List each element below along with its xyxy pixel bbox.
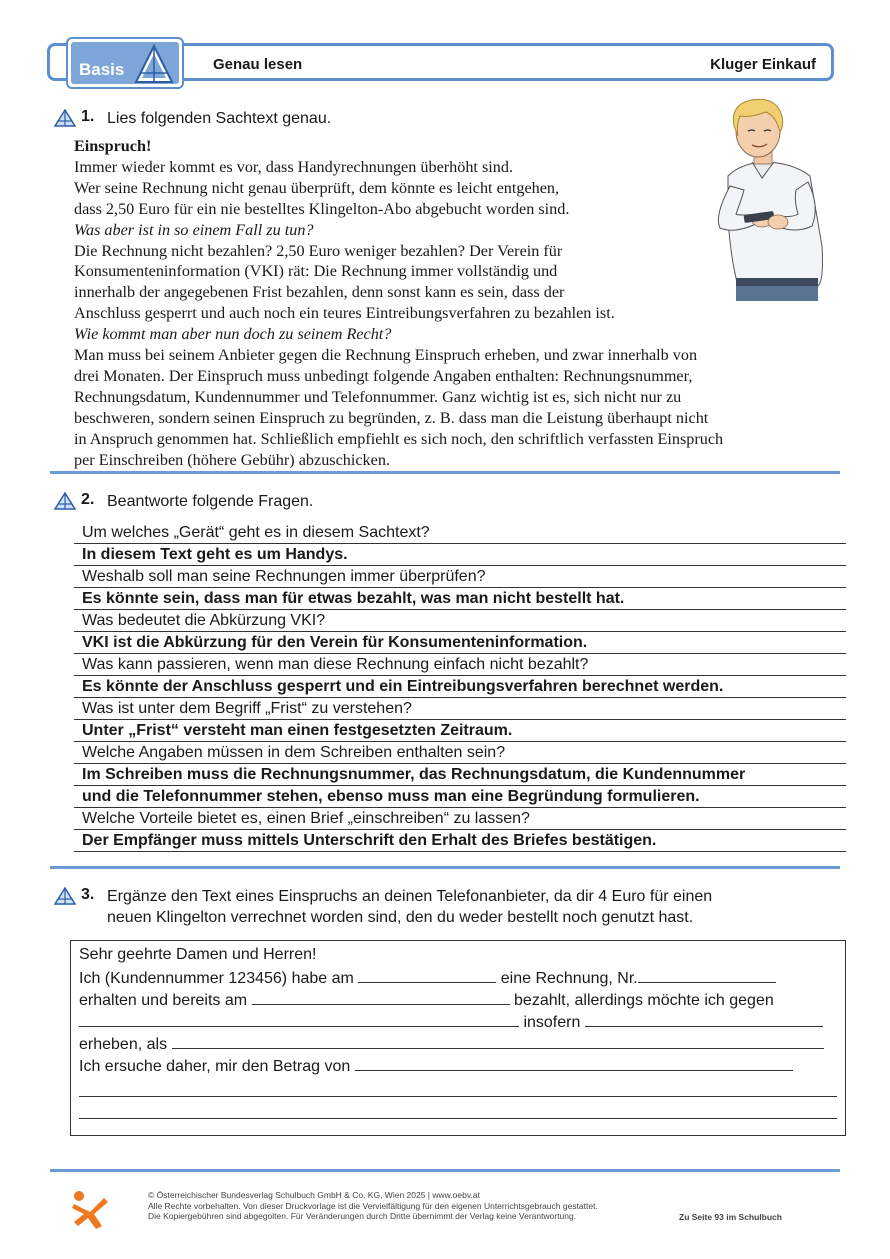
page-reference: Zu Seite 93 im Schulbuch — [679, 1212, 782, 1222]
basis-level-icon — [54, 492, 76, 510]
letter-line-4 — [79, 1011, 823, 1033]
question-line: Was kann passieren, wenn man diese Rechnung einfach nicht bezahlt? — [74, 654, 846, 676]
letter-line-6 — [79, 1055, 793, 1077]
payment-date-blank[interactable] — [252, 989, 510, 1005]
article-line: Man muss bei seinem Anbieter gegen die Rechnung Einspruch erheben, und zwar innerhalb von — [74, 346, 698, 365]
article-line: Wer seine Rechnung nicht genau überprüft, dem könnte es leicht entgehen, — [74, 178, 560, 197]
basis-level-icon — [54, 887, 76, 905]
question-line: Weshalb soll man seine Rechnungen immer überprüfen? — [74, 566, 846, 588]
task-number: 2. — [81, 491, 95, 508]
letter-line-2 — [79, 967, 776, 989]
answer-line[interactable]: VKI ist die Abkürzung für den Verein für Konsumenteninformation. — [74, 632, 846, 654]
question-answer-list — [74, 522, 846, 852]
article-line: Was aber ist in so einem Fall zu tun? — [74, 220, 314, 239]
answer-line[interactable]: Es könnte der Anschluss gesperrt und ein Eintreibungsverfahren berechnet werden. — [74, 676, 846, 698]
question-line: Welche Vorteile bietet es, einen Brief „einschreiben“ zu lassen? — [74, 808, 846, 830]
article-line: per Einschreiben (höhere Gebühr) abzuschicken. — [74, 450, 390, 469]
article-line: drei Monaten. Der Einspruch muss unbedingt folgende Angaben enthalten: Rechnungsnummer, — [74, 366, 693, 385]
task-instruction-line-2: neuen Klingelton verrechnet worden sind, den du weder bestellt noch genutzt hast. — [107, 909, 694, 926]
article-line: Rechnungsdatum, Kundennummer und Telefonnummer. Ganz wichtig ist es, sich nicht nur zu — [74, 387, 682, 406]
answer-line[interactable]: Der Empfänger muss mittels Unterschrift den Erhalt des Briefes bestätigen. — [74, 830, 846, 852]
date-blank[interactable] — [358, 967, 496, 983]
question-line: Was ist unter dem Begriff „Frist“ zu verstehen? — [74, 698, 846, 720]
writing-line[interactable] — [79, 1118, 837, 1119]
letter-text: Ich ersuche daher, mir den Betrag von — [79, 1058, 351, 1075]
section-title: Genau lesen — [213, 56, 303, 73]
amount-blank[interactable] — [355, 1055, 793, 1071]
article-text — [74, 136, 814, 471]
extent-blank[interactable] — [585, 1011, 823, 1027]
letter-line-3 — [79, 989, 774, 1011]
article-line: Immer wieder kommt es vor, dass Handyrechnungen überhöht sind. — [74, 157, 514, 176]
basis-logo — [66, 37, 184, 89]
invoice-number-blank[interactable] — [638, 967, 776, 983]
task-instruction-line-1: Ergänze den Text eines Einspruchs an deinen Telefonanbieter, da dir 4 Euro für einen — [107, 888, 713, 905]
task-instruction: Lies folgenden Sachtext genau. — [107, 110, 332, 127]
section-divider — [50, 471, 840, 474]
task-number: 3. — [81, 886, 95, 903]
article-line: Anschluss gesperrt und auch noch ein teures Eintreibungsverfahren zu bezahlen ist. — [74, 304, 615, 323]
article-line: Konsumenteninformation (VKI) rät: Die Rechnung immer vollständig und — [74, 262, 558, 281]
footer-divider — [50, 1169, 840, 1172]
task-number: 1. — [81, 108, 95, 125]
task-3-heading — [54, 886, 712, 928]
answer-line[interactable]: Im Schreiben muss die Rechnungsnummer, das Rechnungsdatum, die Kundennummer — [74, 764, 846, 786]
article-line: beschweren, sondern seinen Einspruch zu begründen, z. B. dass man die Leistung überhaupt nicht — [74, 408, 709, 427]
answer-line[interactable]: und die Telefonnummer stehen, ebenso muss man eine Begründung formulieren. — [74, 786, 846, 808]
subject-blank[interactable] — [79, 1011, 519, 1027]
letter-line-5 — [79, 1033, 824, 1055]
letter-text: bezahlt, allerdings möchte ich gegen — [514, 992, 774, 1009]
fees-line: Die Kopiergebühren sind abgegolten. Für Veränderungen durch Dritte übernimmt der Verlag keine Verantwortung. — [148, 1211, 577, 1221]
task-1-heading — [54, 108, 331, 129]
letter-text: eine Rechnung, Nr. — [500, 970, 638, 987]
article-line: Wie kommt man aber nun doch zu seinem Recht? — [74, 325, 392, 344]
copyright-notice — [148, 1190, 598, 1222]
answer-line[interactable]: Unter „Frist“ versteht man einen festgesetzten Zeitraum. — [74, 720, 846, 742]
chapter-title: Kluger Einkauf — [710, 56, 816, 73]
task-2-heading — [54, 491, 313, 512]
copyright-line: © Österreichischer Bundesverlag Schulbuch GmbH & Co. KG, Wien 2025 | www.oebv.at — [148, 1190, 480, 1200]
reason-blank[interactable] — [172, 1033, 824, 1049]
article-line: in Anspruch genommen hat. Schließlich empfiehlt es sich noch, den schriftlich verfassten Einspruch — [74, 429, 724, 448]
letter-text: erheben, als — [79, 1036, 168, 1053]
basis-level-icon — [54, 109, 76, 127]
task-instruction: Beantworte folgende Fragen. — [107, 493, 314, 510]
letter-box — [70, 940, 846, 1136]
question-line: Um welches „Gerät“ geht es in diesem Sachtext? — [74, 522, 846, 544]
letter-text: Ich (Kundennummer 123456) habe am — [79, 970, 354, 987]
writing-line[interactable] — [79, 1096, 837, 1097]
article-line: dass 2,50 Euro für ein nie bestelltes Klingelton-Abo abgebucht worden sind. — [74, 199, 570, 218]
answer-line[interactable]: In diesem Text geht es um Handys. — [74, 544, 846, 566]
letter-text: insofern — [523, 1014, 581, 1031]
basis-triangle-icon — [133, 43, 175, 85]
rights-line: Alle Rechte vorbehalten. Von dieser Druckvorlage ist die Vervielfältigung für den eigenen Unterrichtsgebrauch gestattet. — [148, 1200, 598, 1211]
question-line: Welche Angaben müssen in dem Schreiben enthalten sein? — [74, 742, 846, 764]
letter-salutation: Sehr geehrte Damen und Herren! — [79, 946, 317, 963]
letter-text: erhalten und bereits am — [79, 992, 248, 1009]
article-line: Einspruch! — [74, 137, 152, 155]
article-line: Die Rechnung nicht bezahlen? 2,50 Euro weniger bezahlen? Der Verein für — [74, 241, 563, 260]
basis-logo-label: Basis — [79, 60, 125, 79]
question-line: Was bedeutet die Abkürzung VKI? — [74, 610, 846, 632]
section-divider — [50, 866, 840, 869]
publisher-logo-icon — [70, 1190, 110, 1230]
answer-line[interactable]: Es könnte sein, dass man für etwas bezahlt, was man nicht bestellt hat. — [74, 588, 846, 610]
article-line: innerhalb der angegebenen Frist bezahlen, denn sonst kann es sein, dass der — [74, 283, 565, 302]
